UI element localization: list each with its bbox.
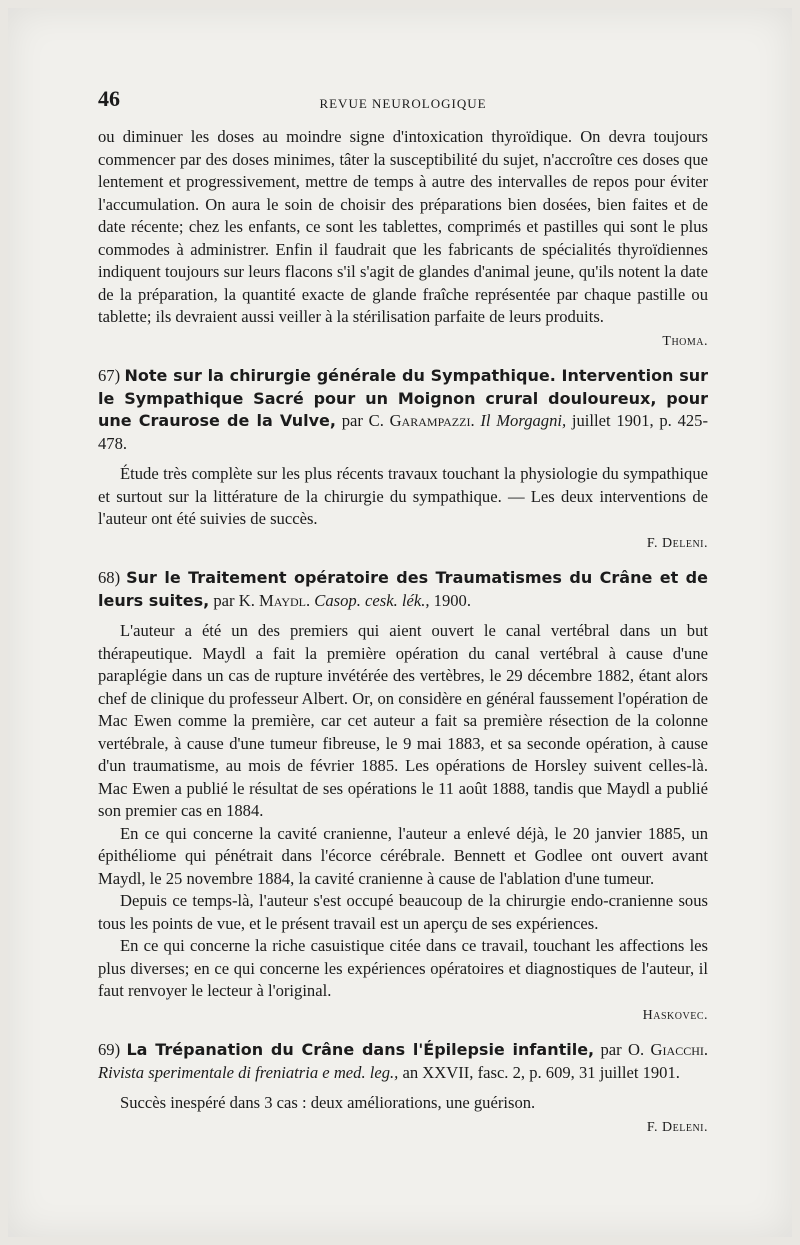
entry-68-paragraph: En ce qui concerne la riche casuistique citée dans ce travail, touchant les affections les plus diverses; en ce qui concerne les expériences opératoires et diagnostiques de l'auteur, il faut renvoyer le lecteur à l'original.	[98, 936, 708, 1000]
entry-67-heading	[98, 365, 708, 455]
entry-citation: 1900.	[433, 590, 471, 610]
entry-67-body: Étude très complète sur les plus récents travaux touchant la physiologie du sympathique et surtout sur la littérature de la chirurgie du sympathique. — Les deux interventions de l'auteur ont été suivies de succès.	[98, 464, 708, 528]
intro-signature: Thoma.	[662, 333, 708, 349]
scanned-page	[8, 8, 792, 1237]
entry-number: 69)	[98, 1040, 121, 1059]
entry-69-signature: F. Deleni.	[646, 1119, 708, 1135]
entry-number: 67)	[98, 366, 121, 385]
page-content	[98, 126, 708, 1139]
entry-author: Giacchi.	[650, 1040, 709, 1059]
entry-journal: Il Morgagni,	[480, 411, 567, 430]
entry-author: Maydl.	[259, 590, 311, 610]
entry-69	[98, 1039, 708, 1139]
entry-69-heading	[98, 1039, 708, 1084]
entry-journal: Casop. cesk. lék.,	[314, 590, 430, 610]
page-number: 46	[98, 86, 120, 111]
entry-author-prefix: par K.	[213, 590, 255, 610]
page-header	[98, 86, 708, 116]
entry-68-paragraph: L'auteur a été un des premiers qui aient ouvert le canal vertébral dans un but thérapeutique. Maydl a fait la première opération du canal vertébral à cause d'une paraplégie dans un cas de rupture invétérée des vertèbres, le 29 décembre 1882, étant alors chef de clinique du professeur Albert. Or, on considère en général faussement l'opération de Mac Ewen comme la première, car cet auteur a fait sa première résection de la colonne vertébrale, à cause d'une tumeur fibreuse, le 9 mai 1883, et sa seconde opération, à cause d'un traumatisme, au mois de février 1885. Les opérations de Horsley suivent celles-là. Mac Ewen a publié le résultat de ses opérations le 11 août 1888, tandis que Maydl a publié son premier cas en 1884.	[98, 621, 708, 820]
entry-69-body: Succès inespéré dans 3 cas : deux améliorations, une guérison.	[120, 1093, 536, 1112]
entry-67-signature: F. Deleni.	[646, 535, 708, 551]
entry-68-paragraph: Depuis ce temps-là, l'auteur s'est occupé beaucoup de la chirurgie endo-cranienne sous tous les points de vue, et le présent travail est un aperçu de ses expériences.	[98, 891, 708, 933]
entry-title: Sur le Traitement opératoire des Traumatismes du Crâne et de leurs suites,	[98, 568, 708, 610]
entry-author-prefix: par C.	[341, 411, 384, 430]
entry-68-signature: Haskovec.	[642, 1007, 708, 1023]
entry-67	[98, 365, 708, 555]
intro-paragraph: ou diminuer les doses au moindre signe d'intoxication thyroïdique. On devra toujours commencer par des doses minimes, tâter la susceptibilité du sujet, n'accroître ces doses que lentement et progressivement, mettre de temps à autre des intervalles de repos pour éviter l'accumulation. On aura le soin de choisir des préparations bien dosées, bien faites et de date récente; chez les enfants, ce sont les tablettes, comprimés et pastilles qui sont le plus commodes à administrer. Enfin il faudrait que les fabricants de spécialités thyroïdiennes indiquent toujours sur leurs flacons s'il s'agit de glandes d'animal jeune, qu'ils notent la date de la préparation, la quantité exacte de glande fraîche représentée par chaque pastille ou tablette; ils devraient aussi veiller à la stérilisation parfaite de leurs produits.	[98, 127, 708, 326]
entry-68	[98, 567, 708, 1027]
entry-journal: Rivista sperimentale di freniatria e med. leg.,	[98, 1062, 399, 1082]
entry-citation: juillet 1901, p. 425-478.	[98, 411, 708, 453]
entry-author-prefix: par O.	[600, 1040, 645, 1059]
entry-author: Garampazzi.	[389, 411, 475, 430]
entry-68-heading	[98, 567, 708, 612]
entry-citation: an XXVII, fasc. 2, p. 609, 31 juillet 1901.	[402, 1062, 680, 1082]
entry-68-paragraph: En ce qui concerne la cavité cranienne, l'auteur a enlevé déjà, le 20 janvier 1885, un épithéliome qui pénétrait dans l'écorce cérébrale. Bennett et Godlee ont ouvert avant Maydl, le 25 novembre 1884, la cavité cranienne à cause de l'ablation d'une tumeur.	[98, 823, 708, 888]
entry-title: Note sur la chirurgie générale du Sympathique. Intervention sur le Sympathique Sacré pour un Moignon crural douloureux, pour une Craurose de la Vulve,	[98, 366, 708, 430]
running-title: REVUE NEUROLOGIQUE	[319, 96, 487, 111]
entry-number: 68)	[98, 568, 121, 587]
entry-title: La Trépanation du Crâne dans l'Épilepsie infantile,	[126, 1040, 595, 1059]
